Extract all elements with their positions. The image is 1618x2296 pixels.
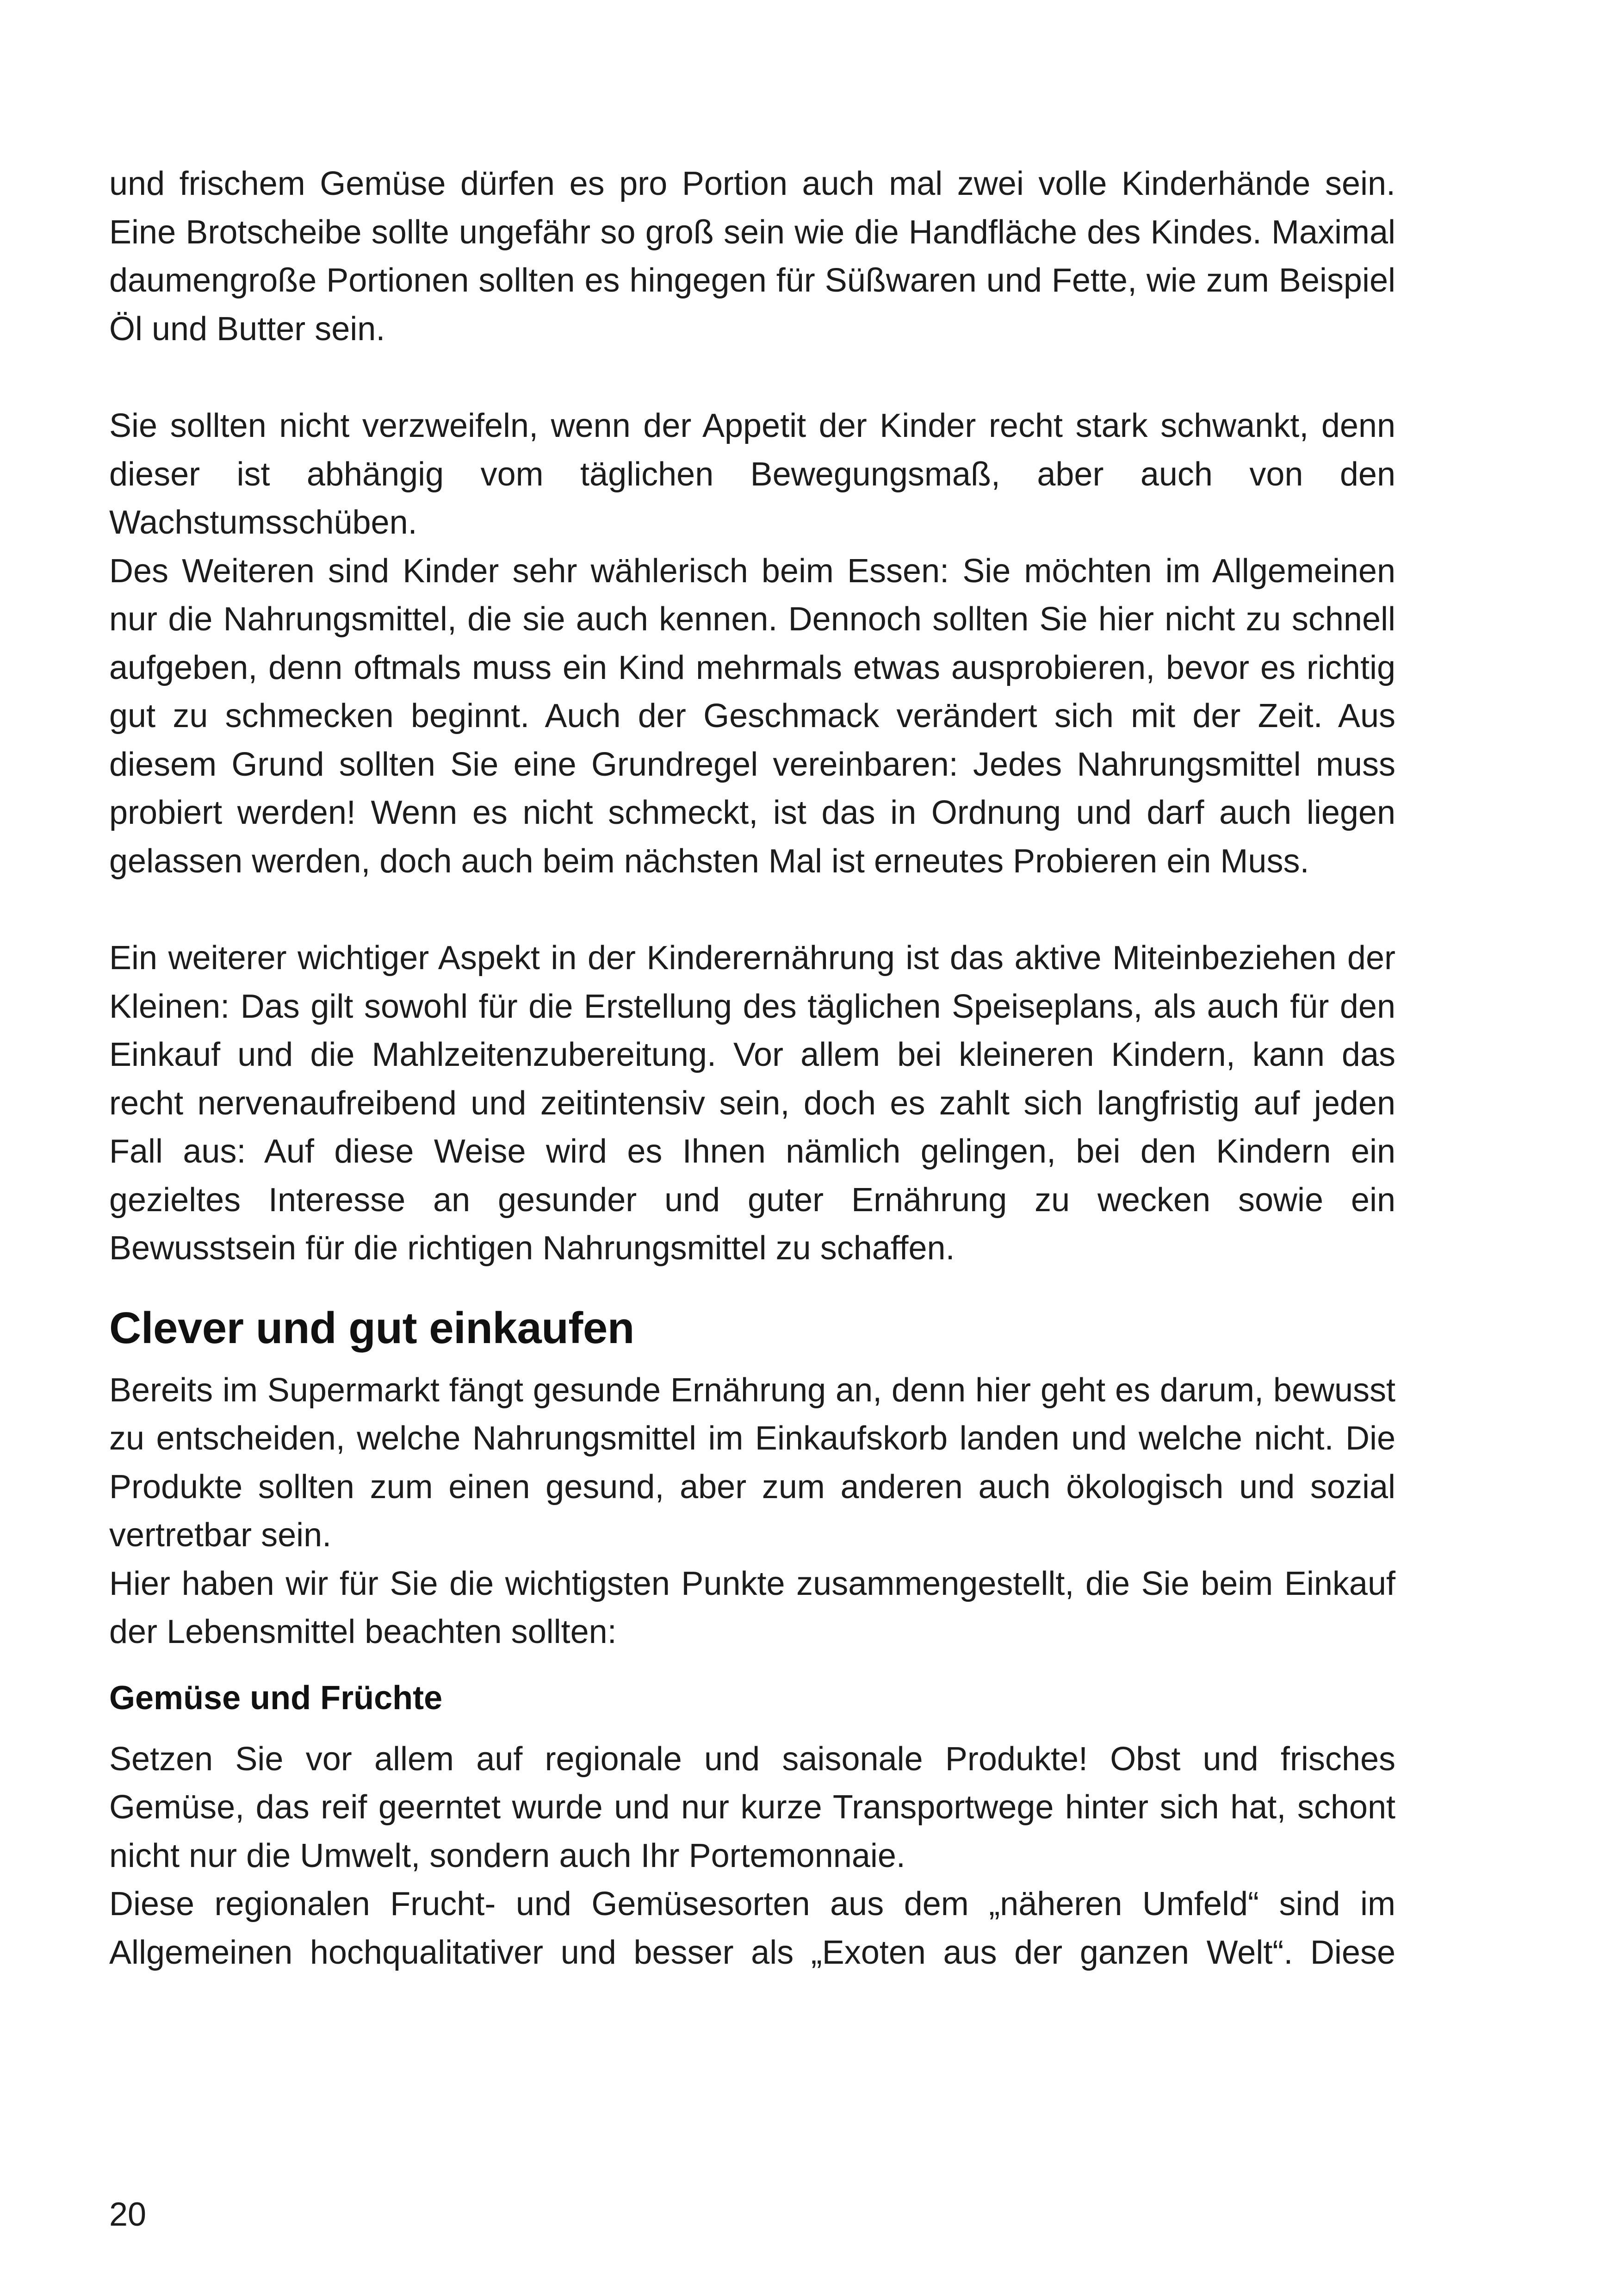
page-number: 20 bbox=[109, 2196, 147, 2233]
paragraph-regional-varieties: Diese regionalen Frucht- und Gemüsesorten aus dem „näheren Umfeld“ sind im Allgemeinen hochqualitativer und besser als „Exoten aus der ganzen Welt“. Diese bbox=[109, 1885, 1395, 1971]
paragraph-gap bbox=[109, 885, 1395, 934]
section-heading-wrap bbox=[109, 1300, 1395, 1356]
section-heading: Clever und gut einkaufen bbox=[109, 1303, 634, 1353]
subsection-heading: Gemüse und Früchte bbox=[109, 1679, 443, 1717]
paragraph-picky-eaters: Des Weiteren sind Kinder sehr wählerisch beim Essen: Sie möchten im Allgemeinen nur die Nahrungsmittel, die sie auch kennen. Dennoch sollten Sie hier nicht zu schnell aufgeben, denn oftmals muss ein Kind mehrmals etwas ausprobieren, bevor es richtig gut zu schmecken beginnt. Auch der Geschmack verändert sich mit der Zeit. Aus diesem Grund sollten Sie eine Grundregel vereinbaren: Jedes Nahrungsmittel muss probiert werden! Wenn es nicht schmeckt, ist das in Ordnung und darf auch liegen gelassen werden, doch auch beim nächsten Mal ist erneutes Probieren ein Muss. bbox=[109, 552, 1395, 880]
paragraph-key-points: Hier haben wir für Sie die wichtigsten Punkte zusammengestellt, die Sie beim Einkauf der Lebensmittel beachten sollten: bbox=[109, 1565, 1395, 1650]
page-body bbox=[109, 160, 1395, 1977]
subsection-heading-wrap bbox=[109, 1674, 1395, 1722]
paragraph-supermarket: Bereits im Supermarkt fängt gesunde Ernährung an, denn hier geht es darum, bewusst zu entscheiden, welche Nahrungsmittel im Einkaufskorb landen und welche nicht. Die Produkte sollten zum einen gesund, aber zum anderen auch ökologisch und sozial vertretbar sein. bbox=[109, 1371, 1395, 1554]
paragraph-portions: und frischem Gemüse dürfen es pro Portion auch mal zwei volle Kinderhände sein. Eine Brotscheibe sollte ungefähr so groß sein wie die Handfläche des Kindes. Maximal daumengroße Portionen sollten es hingegen für Süßwaren und Fette, wie zum Beispiel Öl und Butter sein. bbox=[109, 165, 1395, 348]
paragraph-appetite: Sie sollten nicht verzweifeln, wenn der Appetit der Kinder recht stark schwankt, denn dieser ist abhängig vom täglichen Bewegungsmaß, aber auch von den Wachstumsschüben. bbox=[109, 407, 1395, 541]
paragraph-gap bbox=[109, 353, 1395, 402]
paragraph-regional-products: Setzen Sie vor allem auf regionale und saisonale Produkte! Obst und frisches Gemüse, das reif geerntet wurde und nur kurze Transportwege hinter sich hat, schont nicht nur die Umwelt, sondern auch Ihr Portemonnaie. bbox=[109, 1740, 1395, 1874]
paragraph-involvement: Ein weiterer wichtiger Aspekt in der Kinderernährung ist das aktive Miteinbeziehen der Kleinen: Das gilt sowohl für die Erstellung des täglichen Speiseplans, als auch für den Einkauf und die Mahlzeitenzubereitung. Vor allem bei kleineren Kindern, kann das recht nervenaufreibend und zeitintensiv sein, doch es zahlt sich langfristig auf jeden Fall aus: Auf diese Weise wird es Ihnen nämlich gelingen, bei den Kindern ein gezieltes Interesse an gesunder und guter Ernährung zu wecken sowie ein Bewusstsein für die richtigen Nahrungsmittel zu schaffen. bbox=[109, 940, 1395, 1267]
